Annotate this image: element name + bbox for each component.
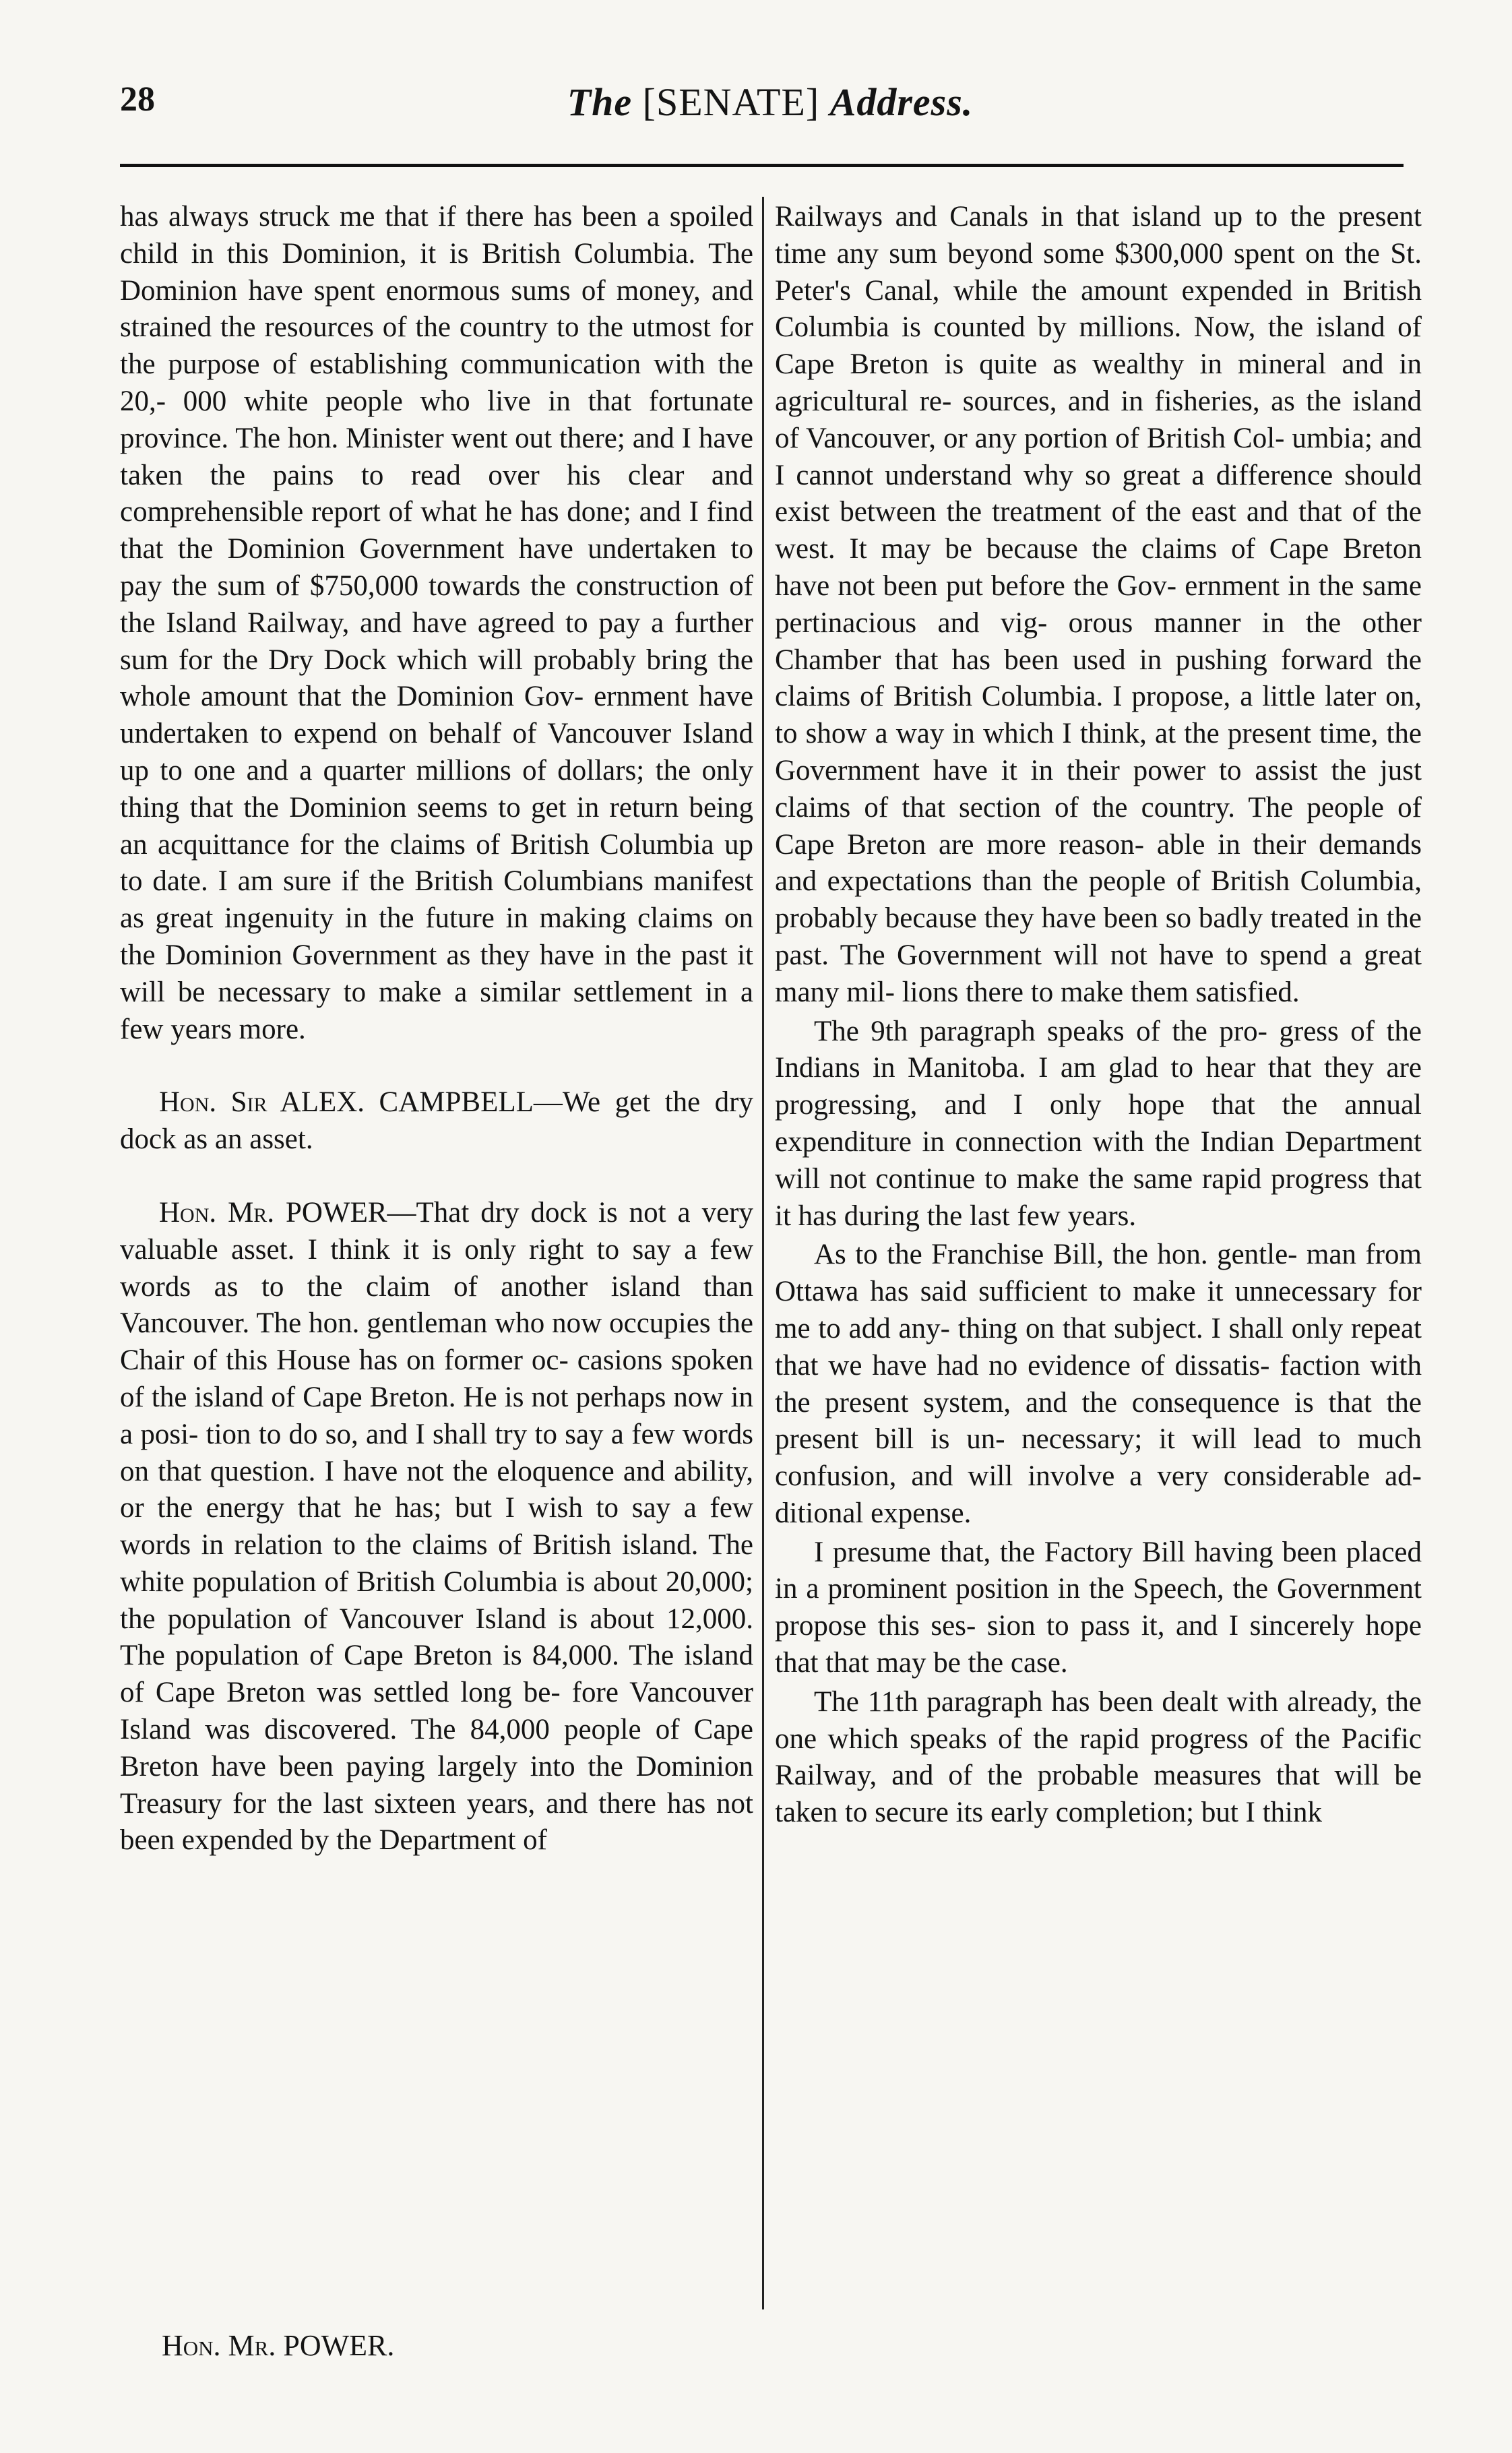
right-column [775,199,1422,1832]
page-footer: Hon. Mr. POWER. [162,2329,395,2362]
right-paragraph-2: The 9th paragraph speaks of the pro- gress of the Indians in Manitoba. I am glad to hear that they are progressing, and I only hope that the annual expenditure in connection with the Indian Department will not continue to make the same rapid progress that it has during the last few years. [775,1015,1422,1232]
right-paragraph-1: Railways and Canals in that island up to the present time any sum beyond some $300,000 spent on the St. Peter's Canal, while the amount expended in British Columbia is counted by millions. Now, the island of Cape Breton is quite as wealthy in mineral and in agricultural re- sources, and in fisheries, as the island of Vancouver, or any portion of British Col- umbia; and I cannot understand why so great a difference should exist between the treatment of the east and that of the west. It may be because the claims of Cape Breton have not been put before the Gov- ernment in the same pertinacious and vig- orous manner in the other Chamber that has been used in pushing forward the claims of British Columbia. I propose, a little later on, to show a way in which I think, at the present time, the Government have it in their power to assist the just claims of that section of the country. The people of Cape Breton are more reason- able in their demands and expectations than the people of British Columbia, probably because they have been so badly treated in the past. The Government will not have to spend a great many mil- lions there to make them satisfied. [775,201,1422,1008]
speaker-campbell: Hon. Sir ALEX. CAMPBELL [159,1086,534,1119]
page-number: 28 [120,80,155,119]
left-paragraph-3 [120,1195,753,1859]
left-paragraph-2 [120,1084,753,1158]
power-remark: —That dry dock is not a very valuable asset. I think it is only right to say a few words as to the claim of another island than Vancouver. The hon. gentleman who now occupies the Chair of this House has on former oc- casions spoken of the island of Cape Breton. He is not perhaps now in a posi- tion to do so, and I shall try to say a few words on that question. I have not the eloquence and ability, or the energy that he has; but I wish to say a few words in relation to the claims of British island. The white population of British Columbia is about 20,000; the population of Vancouver Island is about 12,000. The population of Cape Breton is 84,000. The island of Cape Breton was settled long be- fore Vancouver Island was discovered. The 84,000 people of Cape Breton have been paying largely into the Dominion Treasury for the last sixteen years, and there has not been expended by the Department of [120,1196,753,1857]
header-rule [120,164,1404,167]
title-senate: [SENATE] [642,80,820,124]
page-header [120,80,1420,140]
left-column [120,199,753,1859]
right-paragraph-3: As to the Franchise Bill, the hon. gentle- man from Ottawa has said sufficient to make it unnecessary for me to add any- thing on that subject. I shall only repeat that we have had no evidence of dissatis- faction with the present system, and the consequence is that the present bill is un- necessary; it will lead to much confusion, and will involve a very considerable ad- ditional expense. [775,1239,1422,1529]
running-title [120,80,1420,125]
right-paragraph-5: The 11th paragraph has been dealt with already, the one which speaks of the rapid progress of the Pacific Railway, and of the probable measures that will be taken to secure its early completion; but I think [775,1685,1422,1829]
title-the: The [567,80,633,124]
right-paragraph-4: I presume that, the Factory Bill having been placed in a prominent position in the Speech, the Government propose this ses- sion to pass it, and I sincerely hope that that may be the case. [775,1536,1422,1679]
title-address: Address. [829,80,974,124]
left-paragraph-1: has always struck me that if there has been a spoiled child in this Dominion, it is British Columbia. The Dominion have spent enormous sums of money, and strained the resources of the country to the utmost for the purpose of establishing communication with the 20,- 000 white people who live in that fortunate province. The hon. Minister went out there; and I have taken the pains to read over his clear and comprehensible report of what he has done; and I find that the Dominion Government have undertaken to pay the sum of $750,000 towards the construction of the Island Railway, and have agreed to pay a further sum for the Dry Dock which will probably bring the whole amount that the Dominion Gov- ernment have undertaken to expend on behalf of Vancouver Island up to one and a quarter millions of dollars; the only thing that the Dominion seems to get in return being an acquittance for the claims of British Columbia up to date. I am sure if the British Columbians manifest as great ingenuity in the future in making claims on the Dominion Government as they have in the past it will be necessary to make a similar settlement in a few years more. [120,201,753,1045]
column-divider [762,197,764,2309]
speaker-power: Hon. Mr. POWER [159,1196,387,1229]
campbell-remark: —We get the dry dock as an asset. [120,1086,753,1156]
